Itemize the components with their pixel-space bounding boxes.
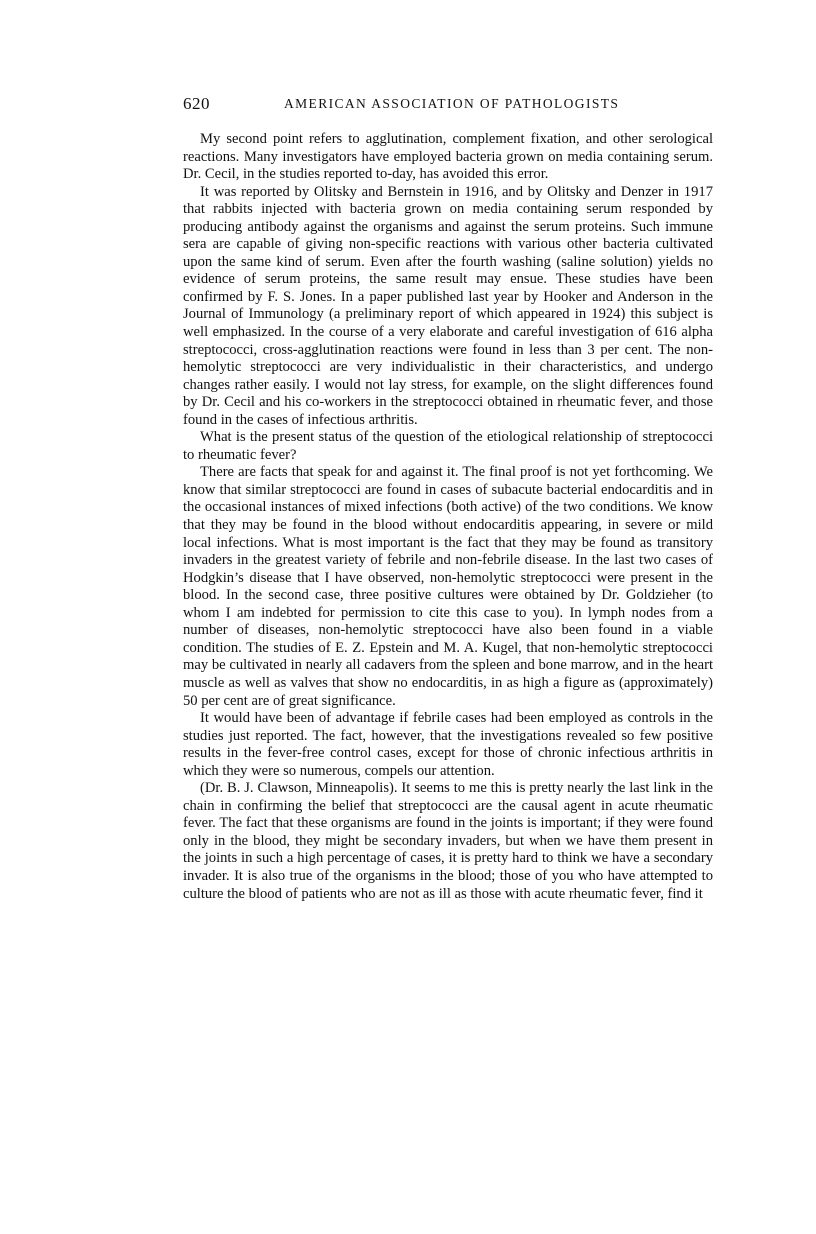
paragraph-olitsky-studies: It was reported by Olitsky and Bernstein in 1916, and by Olitsky and Denzer in 1917 that rabbits injected with bacteria grown on media containing serum responded by producing antibody against the organisms and against the serum proteins. Such immune sera are capable of giving non-specific reactions with various other bacteria cultivated upon the same kind of serum. Even after the fourth washing (saline solution) yields no evidence of serum proteins, the same result may ensue. These studies have been confirmed by F. S. Jones. In a paper published last year by Hooker and Anderson in the Journal of Immunology (a preliminary report of which appeared in 1924) this subject is well emphasized. In the course of a very elaborate and careful investigation of 616 alpha streptococci, cross-agglutination reactions were found in less than 3 per cent. The non-hemolytic streptococci are very individualistic in their characteristics, and undergo changes rather easily. I would not lay stress, for example, on the slight differences found by Dr. Cecil and his co-workers in the streptococci obtained in rheumatic fever, and those found in the cases of infectious arthritis. (183, 183, 713, 428)
paragraph-clawson-discussion: (Dr. B. J. Clawson, Minneapolis). It seems to me this is pretty nearly the last link in the chain in confirming the belief that streptococci are the causal agent in acute rheumatic fever. The fact that these organisms are found in the joints is important; if they were found only in the blood, they might be secondary invaders, but when we have them present in the joints in such a high percentage of cases, it is pretty hard to think we have a secondary invader. It is also true of the organisms in the blood; those of you who have attempted to culture the blood of patients who are not as ill as those with acute rheumatic fever, find it (183, 780, 713, 902)
running-title: AMERICAN ASSOCIATION OF PATHOLOGISTS (284, 96, 620, 111)
paragraph-agglutination: My second point refers to agglutination, complement fixation, and other serological reactions. Many investigators have employed bacteria grown on media containing serum. Dr. Cecil, in the studies reported to-day, has avoided this error. (183, 131, 713, 183)
body-text (183, 131, 713, 903)
paragraph-evidence: There are facts that speak for and against it. The final proof is not yet forthcoming. We know that similar streptococci are found in cases of subacute bacterial endocarditis and in the occasional instances of mixed infections (both active) of the two conditions. We know that they may be found in the blood without endocarditis appearing, in severe or mild local infections. What is most important is the fact that they may be found as transitory invaders in the greatest variety of febrile and non-febrile disease. In the last two cases of Hodgkin’s disease that I have observed, non-hemolytic streptococci were present in the blood. In the second case, three positive cultures were obtained by Dr. Goldzieher (to whom I am indebted for permission to cite this case to you). In lymph nodes from a number of diseases, non-hemolytic streptococci have also been found in a viable condition. The studies of E. Z. Epstein and M. A. Kugel, that non-hemolytic streptococci may be cultivated in nearly all cadavers from the spleen and bone marrow, and in the heart muscle as well as valves that show no endocarditis, in as high a figure as (approximately) 50 per cent are of great significance. (183, 464, 713, 709)
page-number: 620 (183, 94, 210, 113)
running-header (183, 94, 713, 116)
paragraph-febrile-controls: It would have been of advantage if febrile cases had been employed as controls in the studies just reported. The fact, however, that the investigations revealed so few positive results in the fever-free control cases, except for those of chronic infectious arthritis in which they were so numerous, compels our attention. (183, 710, 713, 779)
paragraph-etiology-question: What is the present status of the question of the etiological relationship of streptococci to rheumatic fever? (183, 429, 713, 463)
